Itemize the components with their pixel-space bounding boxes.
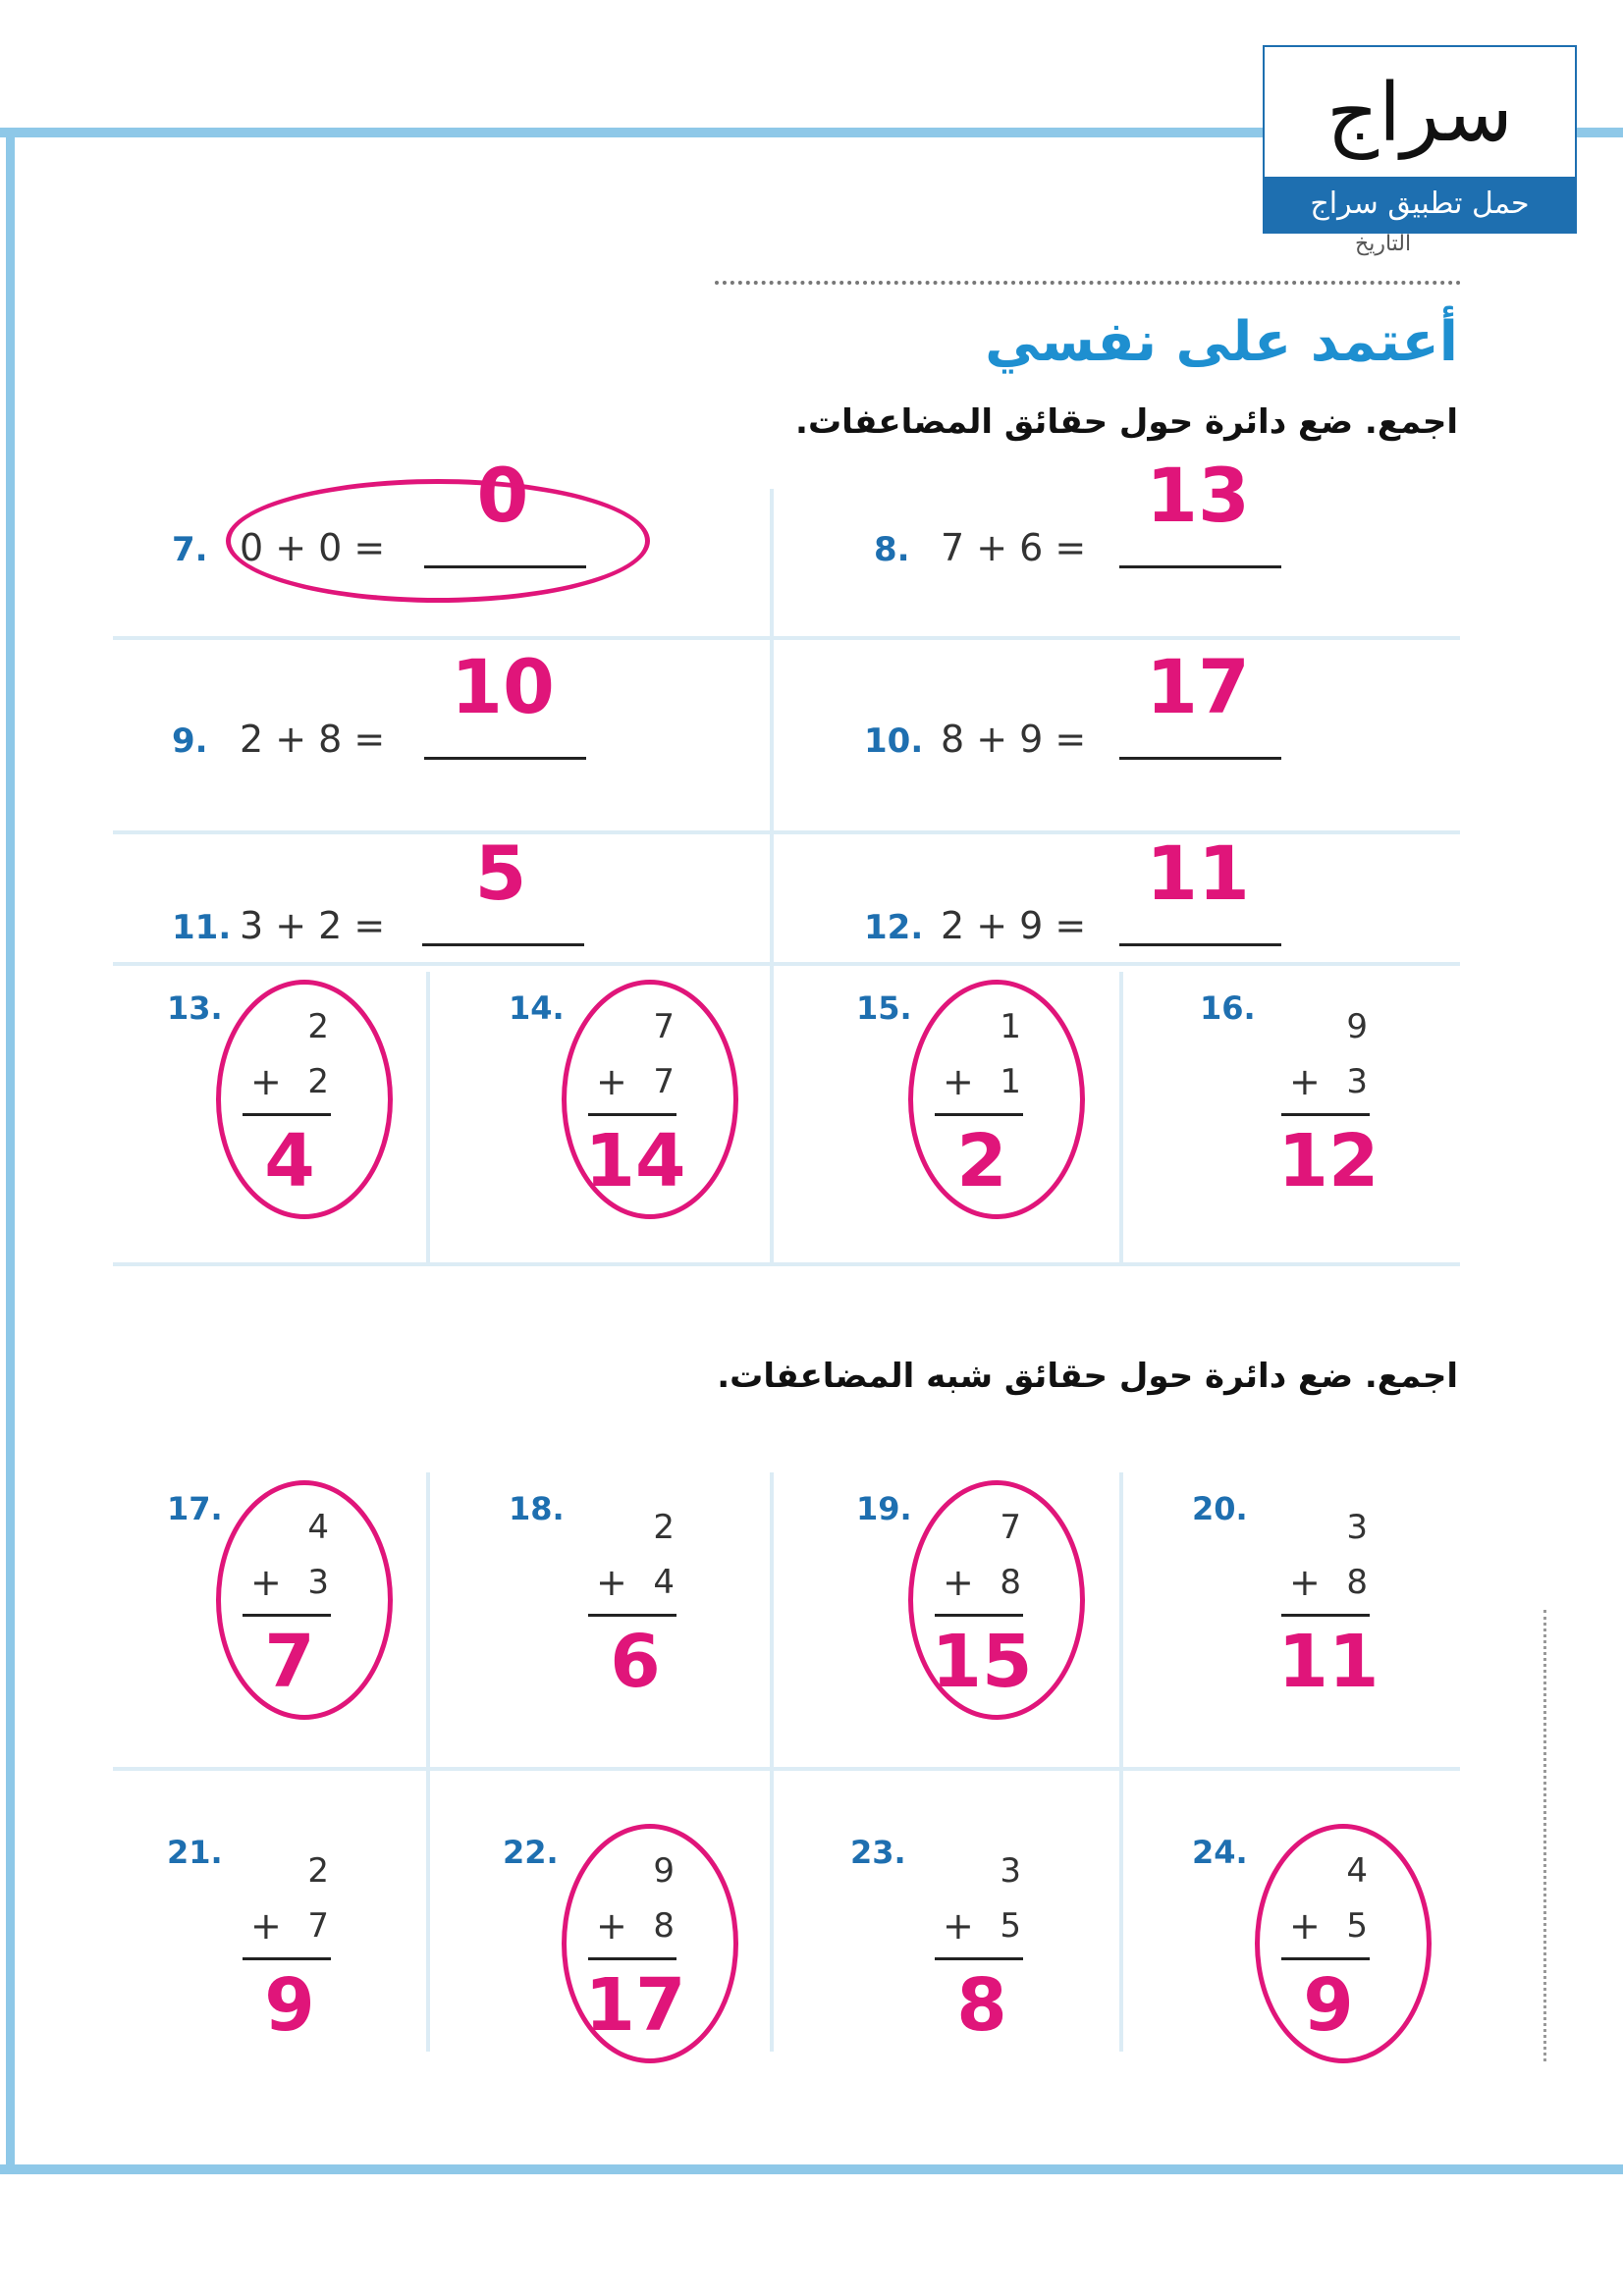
addend-top: 1 [1000, 1007, 1021, 1046]
answer-value: 13 [1146, 452, 1250, 539]
problem-number: 13. [167, 989, 223, 1027]
answer-value: 11 [1146, 829, 1250, 917]
plus-sign: + [943, 1904, 974, 1948]
addend-top: 2 [307, 1007, 329, 1046]
addend-bottom: 8 [1000, 1563, 1021, 1602]
problem-number: 17. [167, 1490, 223, 1527]
answer-value: 6 [610, 1620, 661, 1704]
instruction-doubles: اجمع. ضع دائرة حول حقائق المضاعفات. [795, 402, 1458, 442]
problem-number: 21. [167, 1834, 223, 1871]
addend-bottom: 5 [1346, 1906, 1368, 1946]
answer-value: 11 [1277, 1620, 1380, 1704]
answer-value: 12 [1277, 1119, 1380, 1203]
date-label: التاريخ [1355, 232, 1412, 256]
plus-sign: + [250, 1904, 282, 1948]
grid-line [426, 972, 430, 1262]
problem-expression: 7 + 6 = [941, 526, 1087, 569]
answer-blank [1119, 565, 1281, 568]
answer-value: 4 [264, 1119, 315, 1203]
page-frame-bottom [0, 2164, 1623, 2174]
addend-top: 2 [653, 1508, 675, 1547]
grid-line [1119, 972, 1123, 1262]
sum-bar [588, 1614, 676, 1617]
problem-expression: 3 + 2 = [240, 904, 386, 947]
plus-sign: + [596, 1904, 627, 1948]
addend-top: 2 [307, 1851, 329, 1891]
answer-blank [1119, 943, 1281, 946]
problem-number: 19. [856, 1490, 912, 1527]
addend-bottom: 3 [307, 1563, 329, 1602]
answer-circle [562, 1824, 738, 2063]
problem-number: 12. [864, 908, 924, 947]
addend-bottom: 7 [653, 1062, 675, 1101]
answer-circle [1255, 1824, 1432, 2063]
addend-top: 9 [653, 1851, 675, 1891]
sum-bar [243, 1957, 331, 1960]
problem-number: 22. [503, 1834, 559, 1871]
problem-number: 16. [1200, 989, 1256, 1027]
problem-number: 11. [172, 908, 232, 947]
problem-number: 14. [509, 989, 565, 1027]
siraj-logo [1263, 45, 1577, 234]
grid-line [113, 1767, 1460, 1771]
answer-value: 8 [956, 1963, 1007, 2048]
answer-blank [1119, 757, 1281, 760]
page-frame-left [6, 128, 15, 2174]
addend-bottom: 8 [653, 1906, 675, 1946]
addend-top: 3 [1346, 1508, 1368, 1547]
grid-line [770, 1472, 774, 2052]
answer-value: 10 [451, 643, 555, 730]
answer-circle [562, 980, 738, 1219]
grid-line [1119, 1472, 1123, 2052]
plus-sign: + [250, 1060, 282, 1103]
addend-bottom: 5 [1000, 1906, 1021, 1946]
addend-bottom: 4 [653, 1563, 675, 1602]
grid-line [113, 1262, 1460, 1266]
problem-expression: 0 + 0 = [240, 526, 386, 569]
plus-sign: + [250, 1561, 282, 1604]
logo-tagline: حمل تطبيق سراج [1265, 177, 1575, 232]
answer-circle [216, 1480, 393, 1720]
answer-value: 7 [264, 1620, 315, 1704]
answer-value: 5 [474, 829, 527, 917]
problem-expression: 8 + 9 = [941, 718, 1087, 761]
answer-value: 0 [476, 452, 529, 539]
problem-number: 20. [1192, 1490, 1248, 1527]
instruction-near-doubles: اجمع. ضع دائرة حول حقائق شبه المضاعفات. [717, 1357, 1458, 1396]
addend-top: 9 [1346, 1007, 1368, 1046]
answer-value: 15 [931, 1620, 1033, 1704]
grid-line [770, 489, 774, 1264]
plus-sign: + [1289, 1561, 1321, 1604]
addend-bottom: 1 [1000, 1062, 1021, 1101]
answer-circle [216, 980, 393, 1219]
section-title: أعتمد على نفسي [985, 310, 1458, 374]
answer-blank [424, 757, 586, 760]
sum-bar [1281, 1614, 1370, 1617]
problem-expression: 2 + 9 = [941, 904, 1087, 947]
plus-sign: + [596, 1060, 627, 1103]
addend-top: 4 [307, 1508, 329, 1547]
plus-sign: + [596, 1561, 627, 1604]
answer-value: 17 [1146, 643, 1250, 730]
answer-value: 17 [584, 1963, 686, 2048]
date-line [715, 281, 1461, 285]
addend-bottom: 3 [1346, 1062, 1368, 1101]
plus-sign: + [1289, 1904, 1321, 1948]
sum-bar [1281, 1113, 1370, 1116]
answer-circle [226, 479, 650, 603]
plus-sign: + [1289, 1060, 1321, 1103]
problem-number: 18. [509, 1490, 565, 1527]
answer-value: 2 [956, 1119, 1007, 1203]
addend-bottom: 7 [307, 1906, 329, 1946]
grid-line [426, 1472, 430, 2052]
answer-circle [908, 1480, 1085, 1720]
problem-number: 23. [850, 1834, 906, 1871]
logo-title: سراج [1326, 67, 1513, 160]
answer-circle [908, 980, 1085, 1219]
problem-number: 7. [172, 530, 208, 569]
grid-line [113, 962, 1460, 966]
answer-value: 9 [1303, 1963, 1354, 2048]
addend-top: 4 [1346, 1851, 1368, 1891]
addend-bottom: 2 [307, 1062, 329, 1101]
sum-bar [935, 1957, 1023, 1960]
answer-value: 14 [584, 1119, 686, 1203]
addend-top: 3 [1000, 1851, 1021, 1891]
problem-number: 15. [856, 989, 912, 1027]
answer-blank [422, 943, 584, 946]
side-copyright-note [1543, 1610, 1560, 2061]
grid-line [113, 636, 1460, 640]
problem-number: 8. [874, 530, 910, 569]
answer-value: 9 [264, 1963, 315, 2048]
problem-number: 9. [172, 721, 208, 761]
plus-sign: + [943, 1561, 974, 1604]
problem-expression: 2 + 8 = [240, 718, 386, 761]
addend-top: 7 [653, 1007, 675, 1046]
problem-number: 10. [864, 721, 924, 761]
problem-number: 24. [1192, 1834, 1248, 1871]
plus-sign: + [943, 1060, 974, 1103]
addend-top: 7 [1000, 1508, 1021, 1547]
addend-bottom: 8 [1346, 1563, 1368, 1602]
